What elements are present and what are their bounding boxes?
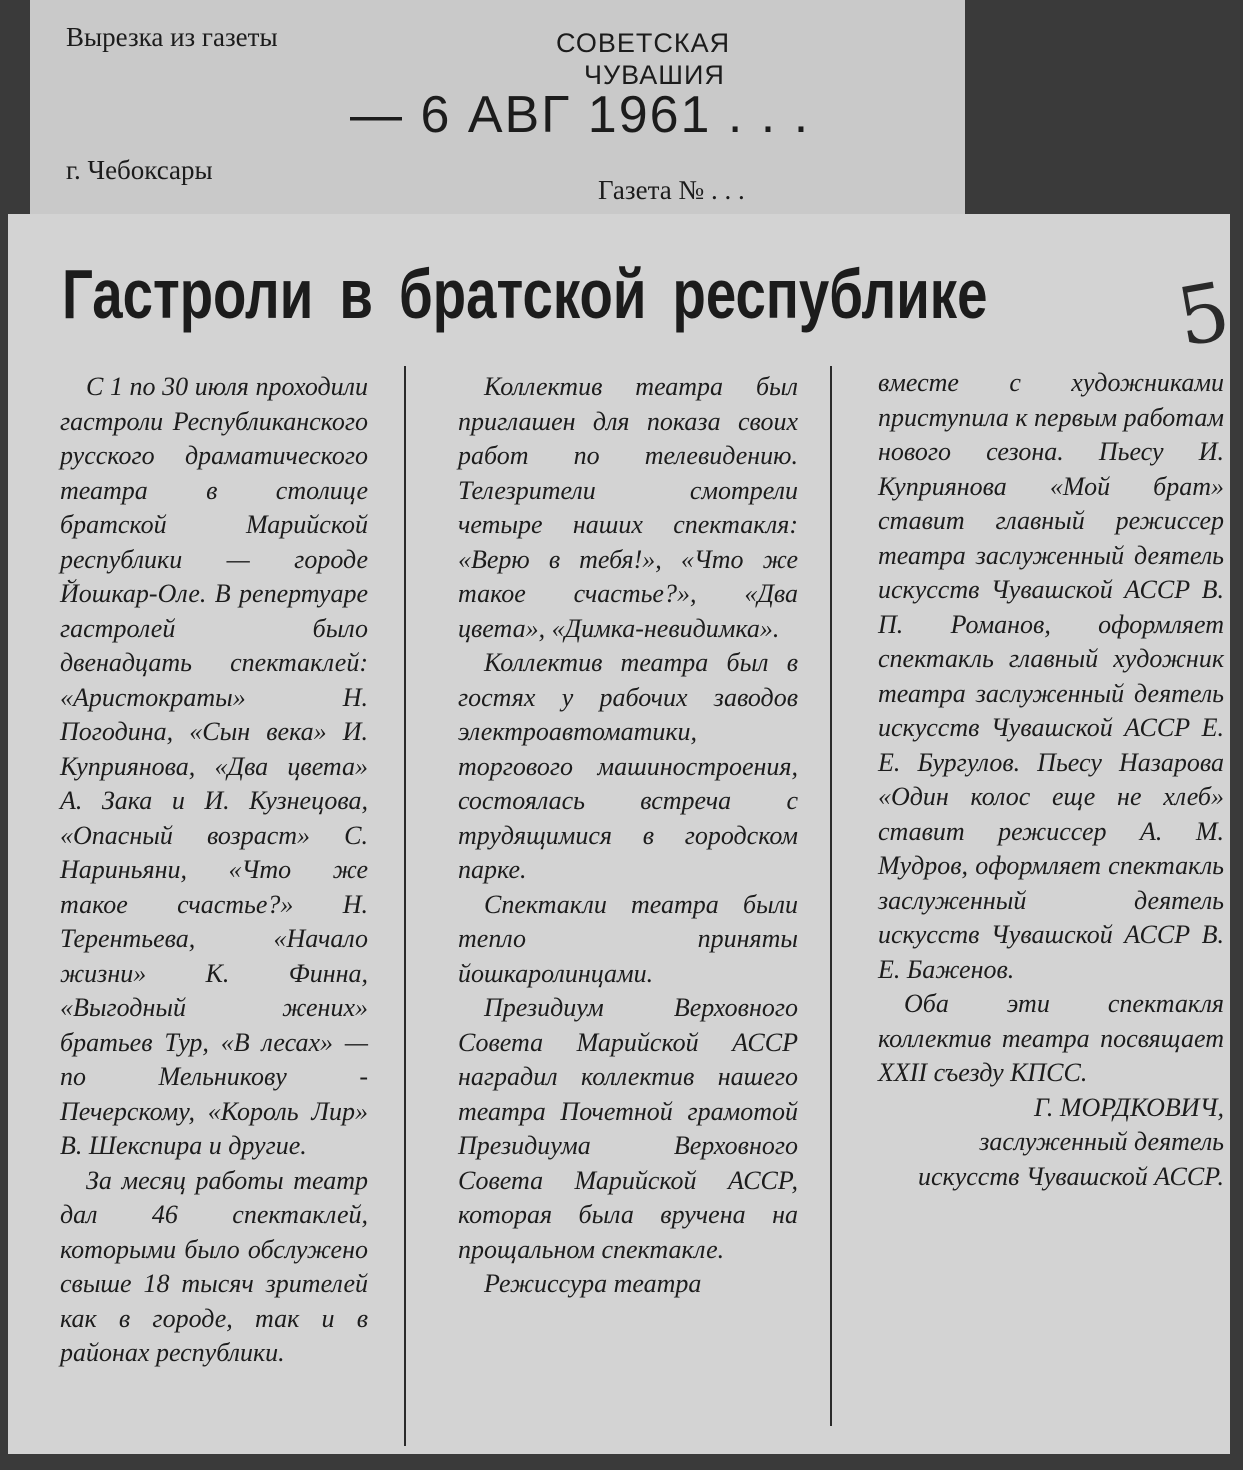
column-rule-1 xyxy=(404,366,406,1446)
column2-paragraph: Коллектив театра был приглашен для показа своих работ по телевидению. Телезрители смотрели четыре наших спектакля: «Верю в тебя!», «Что же такое счастье?», «Два цвета», «Димка-невидимка». xyxy=(458,372,798,643)
city-label: г. Чебоксары xyxy=(66,155,213,185)
column3-paragraph: Оба эти спектакля коллектив театра посвящает XXII съезду КПСС. xyxy=(878,989,1224,1087)
column2-paragraph: Режиссура театра xyxy=(484,1269,702,1298)
column1-paragraph: За месяц работы театр дал 46 спектаклей, которыми было обслужено свыше 18 тысяч зрителей как в городе, так и в районах республики. xyxy=(60,1165,368,1367)
article-column-2 xyxy=(458,370,798,1302)
clipping-label: Вырезка из газеты xyxy=(66,22,278,52)
column-rule-2 xyxy=(830,366,832,1426)
newspaper-name-line2: ЧУВАШИЯ xyxy=(584,60,725,90)
author-name: Г. МОРДКОВИЧ, xyxy=(1033,1092,1224,1122)
article-headline: Гастроли в братской республике xyxy=(62,255,988,333)
column2-paragraph: Коллектив театра был в гостях у рабочих заводов электроавтоматики, торгового машиностроения, состоялась встреча с трудящимися в городском парке. xyxy=(458,648,798,884)
column2-paragraph: Президиум Верховного Совета Марийской АССР наградил коллектив нашего театра Почетной грамотой Президиума Верховного Совета Марийской АССР, которая была вручена на прощальном спектакле. xyxy=(458,993,798,1264)
column3-paragraph: вместе с художниками приступила к первым работам нового сезона. Пьесу И. Куприянова «Мой брат» ставит главный режиссер театра заслуженный деятель искусств Чувашской АССР В. П. Романов, оформляет спектакль главный художник театра заслуженный деятель искусств Чувашской АССР Е. Е. Бургулов. Пьесу Назарова «Один колос еще не хлеб» ставит режиссер А. М. Мудров, оформляет спектакль заслуженный деятель искусств Чувашской АССР В. Е. Баженов. xyxy=(878,368,1224,984)
issue-number-label: Газета № . . . xyxy=(598,175,745,205)
article-column-3 xyxy=(878,366,1224,1194)
article-column-1 xyxy=(60,370,368,1371)
newspaper-name-line1: СОВЕТСКАЯ xyxy=(556,28,731,58)
column1-paragraph: С 1 по 30 июля проходили гастроли Республиканского русского драматического театра в столице братской Марийской республики — городе Йошкар-Оле. В репертуаре гастролей было двенадцать спектаклей: «Аристократы» Н. Погодина, «Сын века» И. Куприянова, «Два цвета» А. Зака и И. Кузнецова, «Опасный возраст» С. Нариньяни, «Что же такое счастье?» Н. Терентьева, «Начало жизни» К. Финна, «Выгодный жених» братьев Тур, «В лесах» —по Мельникову - Печерскому, «Король Лир» В. Шекспира и другие. xyxy=(60,372,368,1160)
date-stamp: — 6 АВГ 1961 . . . xyxy=(350,86,811,144)
column2-paragraph: Спектакли театра были тепло приняты йошкаролинцами. xyxy=(458,889,798,988)
handwritten-mark: 5 xyxy=(1170,264,1237,365)
author-title: заслуженный деятель искусств Чувашской АССР. xyxy=(918,1127,1224,1191)
